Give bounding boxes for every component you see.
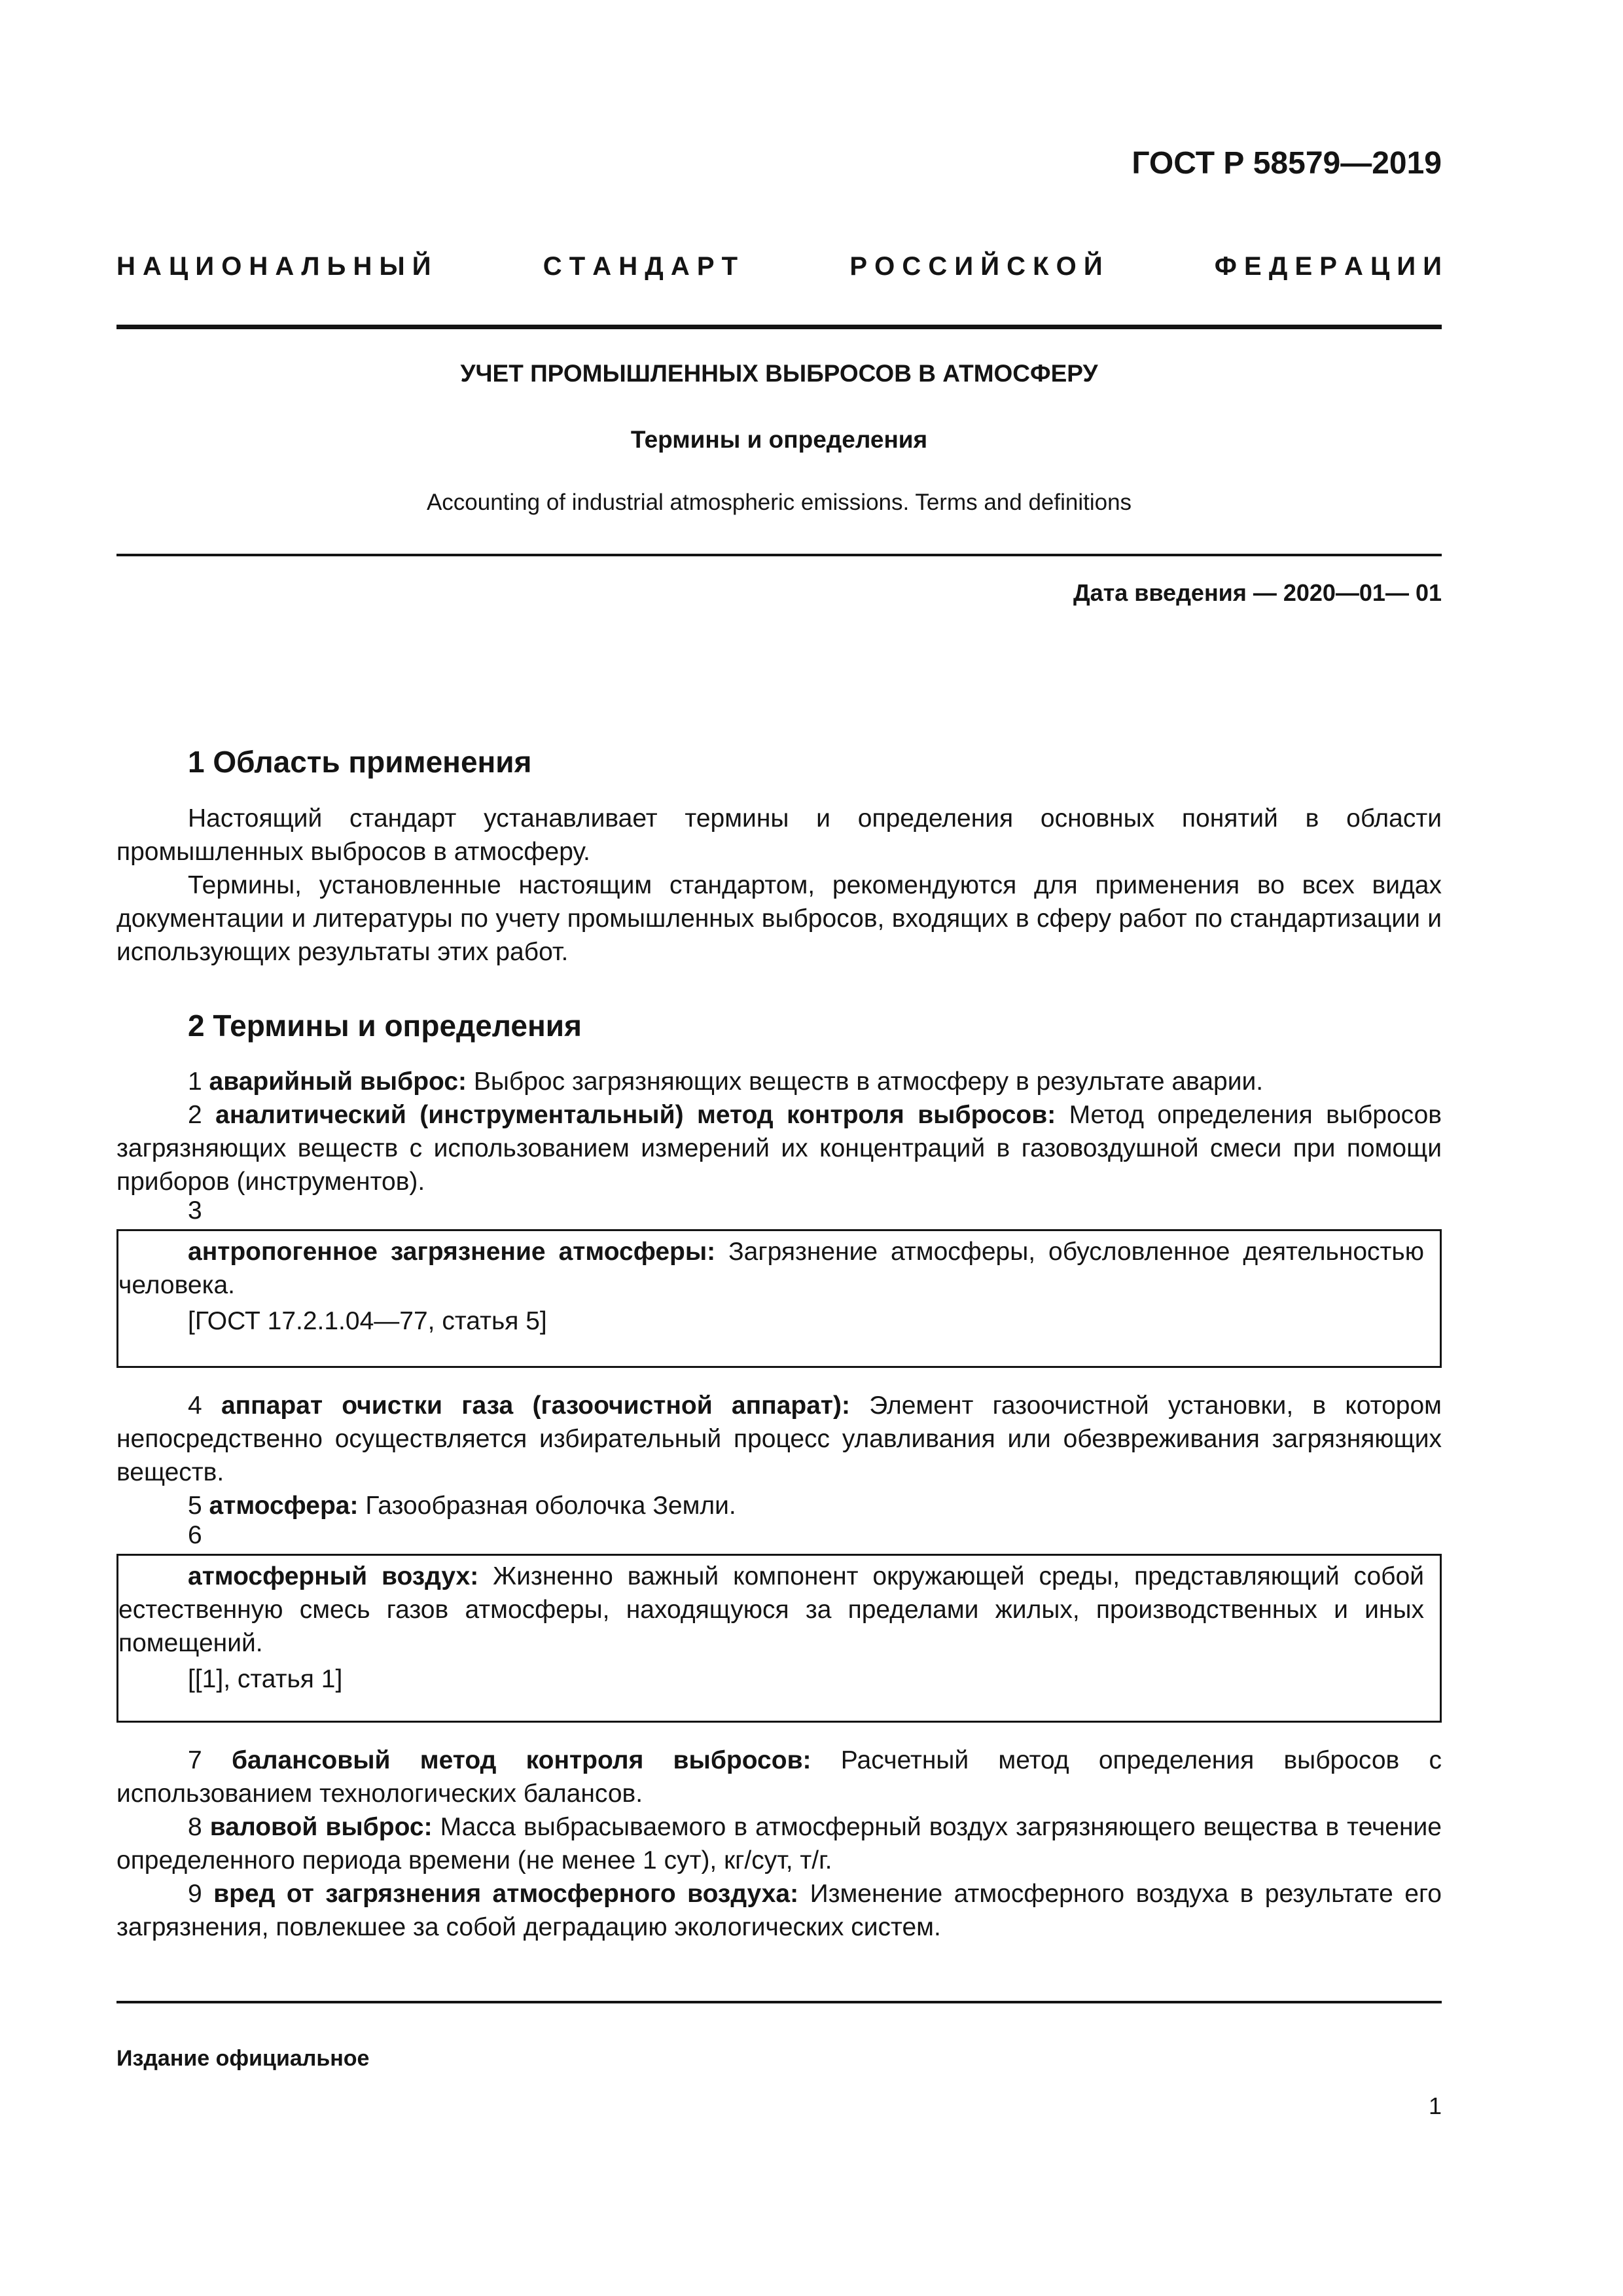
term-name: аппарат очистки газа (газоочистной аппарат): [221,1391,851,1420]
national-word-2: С Т А Н Д А Р Т [543,252,738,281]
term-definition: Газообразная оболочка Земли. [365,1492,736,1520]
main-title: УЧЕТ ПРОМЫШЛЕННЫХ ВЫБРОСОВ В АТМОСФЕРУ [460,360,1098,387]
term-name: антропогенное загрязнение атмосферы: [188,1238,716,1266]
term-definition: Расчетный метод определения выбросов с использованием технологических балансов. [116,1746,1442,1808]
page-number: 1 [1428,2092,1442,2119]
term-name: атмосферный воздух: [188,1562,479,1590]
official-edition-label: Издание официальное [116,2046,370,2071]
national-word-4: Ф Е Д Е Р А Ц И И [1214,252,1442,281]
terms-block-1 [116,1065,1442,1198]
gost-number: ГОСТ Р 58579—2019 [1132,146,1442,181]
terms-block-2 [116,1389,1442,1522]
term-3-number: 3 [188,1196,202,1225]
terms-block-3 [116,1744,1442,1944]
term-definition: Изменение атмосферного воздуха в результате его загрязнения, повлекшее за собой деградацию экологических систем. [116,1880,1442,1941]
english-title: Accounting of industrial atmospheric emissions. Terms and definitions [426,490,1132,515]
header-rule [116,325,1442,329]
term-definition: Загрязнение атмосферы, обусловленное деятельностью человека. [118,1238,1424,1299]
term-6-number: 6 [188,1521,202,1549]
term-name: аналитический (инструментальный) метод контроля выбросов: [215,1101,1056,1129]
term-definition: Метод определения выбросов загрязняющих веществ с использованием измерений их концентраций в газовоздушной смеси при помощи приборов (инструментов). [116,1101,1442,1196]
section-1-para-1: Настоящий стандарт устанавливает термины и определения основных понятий в области промышленных выбросов в атмосферу. [116,804,1442,866]
section-1-body [116,802,1442,969]
term-entry-7: 7 балансовый метод контроля выбросов: Расчетный метод определения выбросов с использованием технологических балансов. [116,1746,1442,1808]
term-entry-6 [118,1560,1424,1660]
footer-rule [116,2001,1442,2003]
term-entry-5: 5 атмосфера: Газообразная оболочка Земли. [188,1492,736,1520]
term-name: вред от загрязнения атмосферного воздуха: [213,1880,799,1908]
national-standard-heading [116,252,1442,281]
term-entry-1: 1 аварийный выброс: Выброс загрязняющих веществ в атмосферу в результате аварии. [188,1067,1264,1096]
section-1-heading: 1 Область применения [188,745,532,779]
term-definition: Жизненно важный компонент окружающей среды, представляющий собой естественную смесь газов атмосферы, находящуюся за пределами жилых, производственных и иных помещений. [118,1562,1424,1657]
term-entry-8: 8 валовой выброс: Масса выбрасываемого в атмосферный воздух загрязняющего вещества в течение определенного периода времени (не менее 1 сут), кг/сут, т/г. [116,1813,1442,1874]
term-name: аварийный выброс: [209,1067,467,1096]
term-3-box [116,1229,1442,1368]
introduction-date: Дата введения — 2020—01— 01 [1073,579,1442,606]
national-word-1: Н А Ц И О Н А Л Ь Н Ы Й [116,252,431,281]
term-entry-2: 2 аналитический (инструментальный) метод контроля выбросов: Метод определения выбросов загрязняющих веществ с использованием измерений их концентраций в газовоздушной смеси при помощи приборов (инструментов). [116,1101,1442,1196]
title-rule [116,554,1442,556]
term-definition: Выброс загрязняющих веществ в атмосферу в результате аварии. [473,1067,1264,1096]
term-6-source: [[1], статья 1] [188,1665,343,1693]
term-6-box [116,1554,1442,1723]
term-name: валовой выброс: [209,1813,433,1841]
section-2-heading: 2 Термины и определения [188,1009,582,1043]
term-definition: Масса выбрасываемого в атмосферный воздух загрязняющего вещества в течение определенного периода времени (не менее 1 сут), кг/сут, т/г. [116,1813,1442,1874]
term-3-source: [ГОСТ 17.2.1.04—77, статья 5] [188,1307,547,1335]
term-name: атмосфера: [209,1492,359,1520]
term-entry-3 [118,1235,1424,1302]
section-1-para-2: Термины, установленные настоящим стандартом, рекомендуются для применения во всех видах документации и литературы по учету промышленных выбросов, входящих в сферу работ по стандартизации и использующих результаты этих работ. [116,871,1442,966]
term-name: балансовый метод контроля выбросов: [231,1746,812,1774]
term-definition: Элемент газоочистной установки, в котором непосредственно осуществляется избирательный процесс улавливания или обезвреживания загрязняющих веществ. [116,1391,1442,1486]
subtitle: Термины и определения [630,426,928,453]
term-entry-9: 9 вред от загрязнения атмосферного воздуха: Изменение атмосферного воздуха в результате его загрязнения, повлекшее за собой деградацию экологических систем. [116,1880,1442,1941]
term-entry-4: 4 аппарат очистки газа (газоочистной аппарат): Элемент газоочистной установки, в котором непосредственно осуществляется избирательный процесс улавливания или обезвреживания загрязняющих веществ. [116,1391,1442,1486]
national-word-3: Р О С С И Й С К О Й [849,252,1103,281]
